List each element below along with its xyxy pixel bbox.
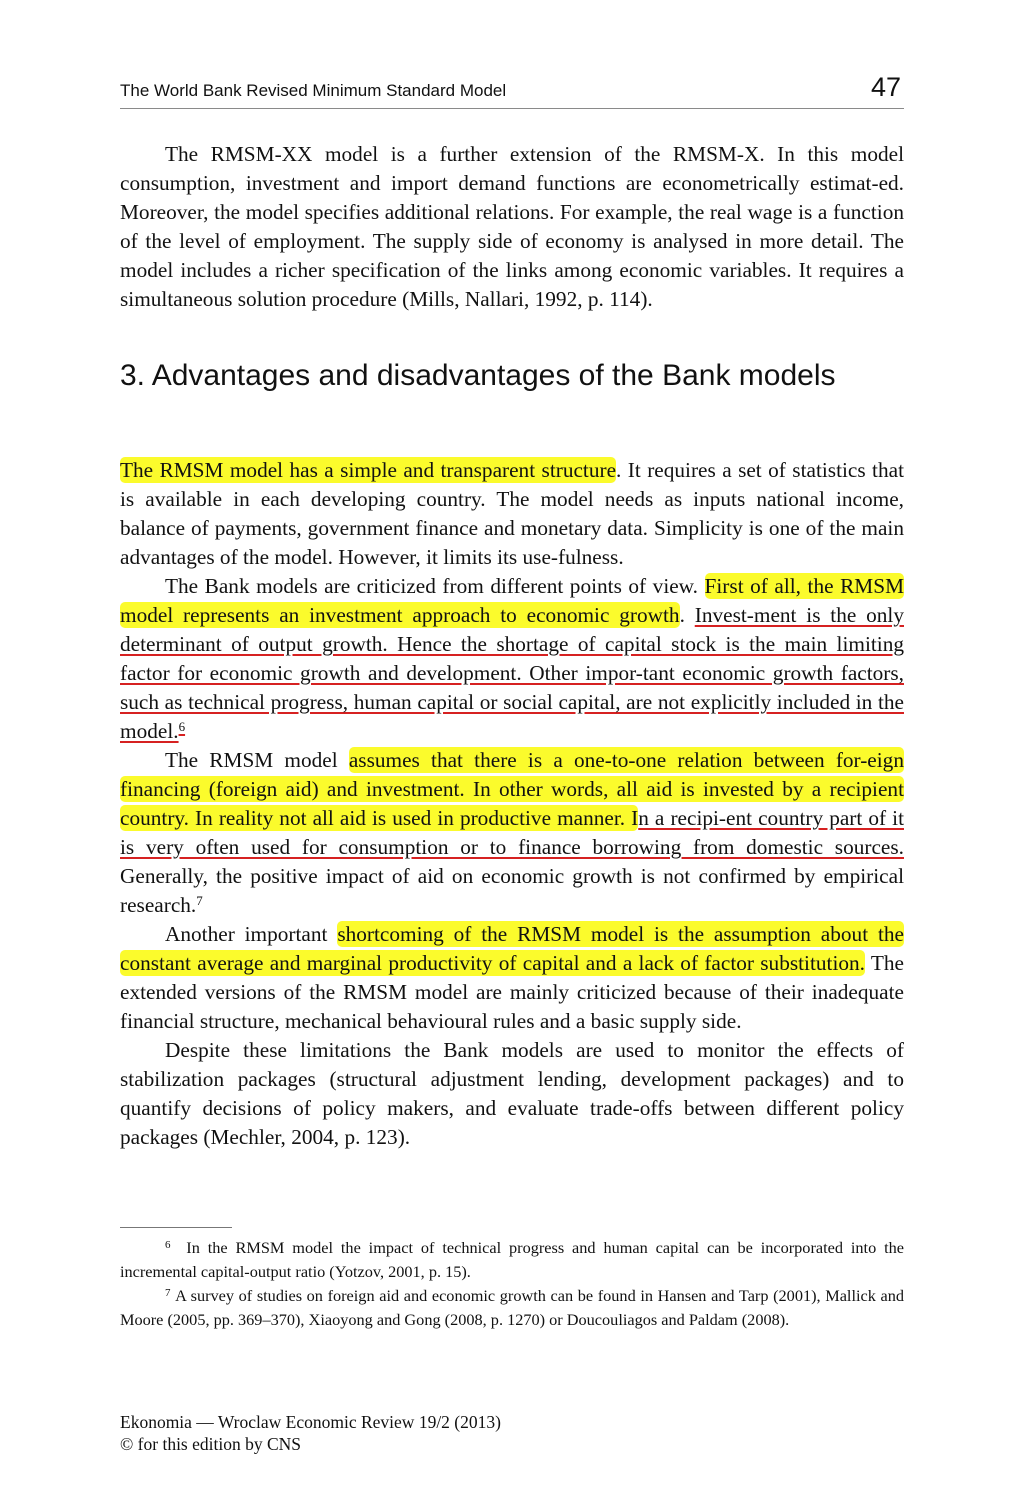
underlined-text: Invest-ment is the only determinant of output growth. Hence the shortage of capital stock is the main limiting factor for economic growth and development. Other impor-tant economic growth factors, such as technical progress, human capital or social capital, are not explicitly included in the model. — [120, 603, 904, 743]
intro-paragraph: The RMSM-XX model is a further extension of the RMSM-X. In this model consumption, investment and import demand functions are econometrically estimat-ed. Moreover, the model specifies additional relations. For example, the real wage is a function of the level of employment. The supply side of economy is analysed in more detail. The model includes a richer specification of the links among economic variables. It requires a simultaneous solution procedure (Mills, Nallari, 1992, p. 114). — [120, 142, 904, 311]
paragraph-text: . — [679, 603, 695, 627]
footnote — [120, 1236, 904, 1284]
running-title: The World Bank Revised Minimum Standard Model — [120, 81, 507, 100]
section-body — [120, 456, 904, 1152]
journal-footer — [120, 1411, 720, 1455]
paragraph-text: Another important — [165, 922, 338, 946]
footnote-text: A survey of studies on foreign aid and economic growth can be found in Hansen and Tarp (2001), Mallick and Moore (2005, pp. 369–370), Xiaoyong and Gong (2008, p. 1270) or Doucouliagos and Paldam (2008). — [120, 1286, 904, 1329]
paragraph-2 — [120, 572, 904, 746]
highlighted-text: shortcoming of the RMSM model is the assumption about the constant average and marginal productivity of capital and a lack of factor substitution. — [120, 922, 904, 975]
running-header — [120, 70, 904, 109]
footnote-number: 7 — [165, 1287, 171, 1299]
section-heading: 3. Advantages and disadvantages of the Bank models — [120, 359, 836, 392]
footnote-divider — [120, 1227, 232, 1228]
paragraph-text: The Bank models are criticized from different points of view. — [165, 574, 705, 598]
paragraph-text: The RMSM model — [165, 748, 349, 772]
footnotes — [120, 1236, 904, 1332]
footnote-ref[interactable]: 7 — [196, 893, 203, 908]
paragraph-1 — [120, 456, 904, 572]
paragraph-text: The extended versions of the RMSM model are mainly criticized because of their inadequate financial structure, mechanical behavioural rules and a basic supply side. — [120, 951, 904, 1033]
paragraph-4 — [120, 920, 904, 1036]
page-number: 47 — [870, 72, 901, 102]
copyright-notice: © for this edition by CNS — [120, 1434, 302, 1454]
footnote-ref[interactable]: 6 — [178, 719, 186, 734]
paragraph-text: Generally, the positive impact of aid on economic growth is not confirmed by empirical research. — [120, 864, 904, 917]
paragraph-3 — [120, 746, 904, 920]
footnote-text: In the RMSM model the impact of technical progress and human capital can be incorporated into the incremental capital-output ratio (Yotzov, 2001, p. 15). — [120, 1238, 905, 1281]
highlighted-text: The RMSM model has a simple and transparent structure — [120, 458, 617, 482]
paragraph-text: . It requires a set of statistics that is available in each developing country. The model needs as inputs national income, balance of payments, government finance and monetary data. Simplicity is one of the main advantages of the model. However, it limits its use-fulness. — [120, 458, 904, 569]
underlined-text: n a recipi-ent country part of it is very often used for consumption or to finance borrowing from domestic sources. — [120, 806, 904, 859]
paragraph-5: Despite these limitations the Bank models are used to monitor the effects of stabilization packages (structural adjustment lending, development packages) and to quantify decisions of policy makers, and evaluate trade-offs between different policy packages (Mechler, 2004, p. 123). — [120, 1038, 904, 1149]
footnote-number: 6 — [165, 1239, 171, 1251]
footnote — [120, 1284, 904, 1332]
highlighted-text: First of all, the RMSM model represents an investment approach to economic growth — [120, 574, 905, 627]
journal-citation: Ekonomia — Wroclaw Economic Review 19/2 (2013) — [120, 1412, 501, 1432]
intro-text — [120, 140, 904, 314]
highlighted-text: assumes that there is a one-to-one relation between for-eign financing (foreign aid) and investment. In other words, all aid is invested by a recipient country. In reality not all aid is used in productive manner. I — [120, 748, 904, 830]
